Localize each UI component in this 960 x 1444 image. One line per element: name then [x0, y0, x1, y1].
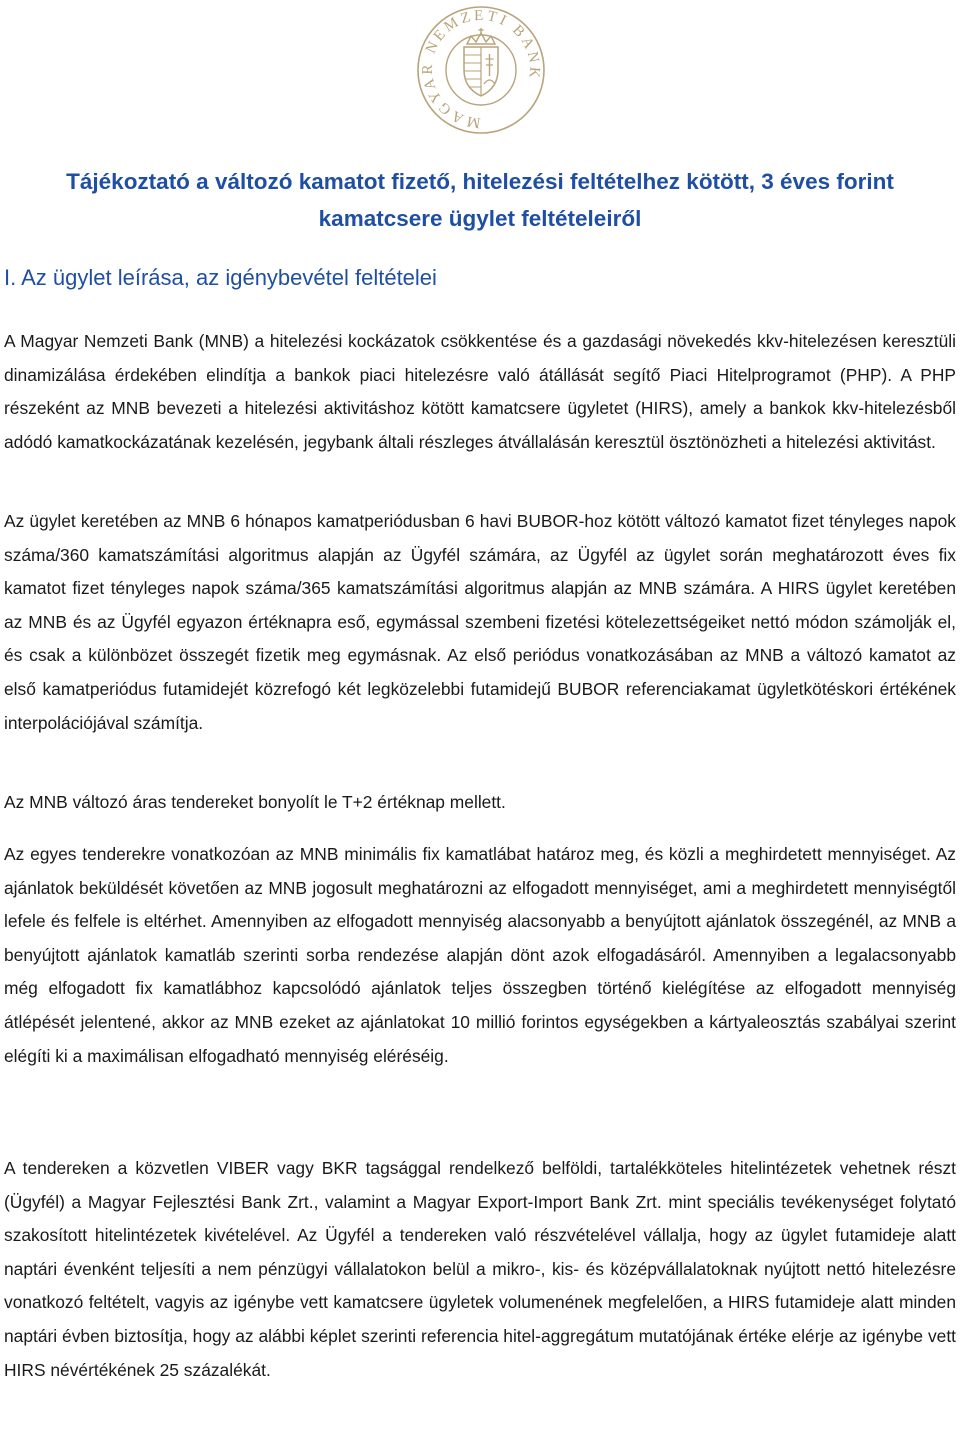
- paragraph: Az ügylet keretében az MNB 6 hónapos kamatperiódusban 6 havi BUBOR-hoz kötött változó kamatot fizet tényleges napok száma/360 kamatszámítási algoritmus alapján az Ügyfél számára, az Ügyfél az ügylet során meghatározott éves fix kamatot fizet tényleges napok száma/365 kamatszámítási algoritmus alapján az MNB számára. A HIRS ügylet keretében az MNB és az Ügyfél egyazon értéknapra eső, egymással szembeni fizetési kötelezettségeiket nettó módon számolják el, és csak a különbözet összegét fizetik meg egymásnak. Az első periódus vonatkozásában az MNB a változó kamatot az első kamatperiódus futamidejét közrefogó két legközelebbi futamidejű BUBOR referenciakamat ügyletkötéskori értékének interpolációjával számítja.: [4, 511, 956, 733]
- paragraph: A tendereken a közvetlen VIBER vagy BKR tagsággal rendelkező belföldi, tartalékköteles hitelintézetek vehetnek részt (Ügyfél) a Magyar Fejlesztési Bank Zrt., valamint a Magyar Export-Import Bank Zrt. mint speciális tevékenységet folytató szakosított hitelintézetek kivételével. Az Ügyfél a tendereken való részvételével vállalja, hogy az ügylet futamideje alatt naptári évenként teljesíti a nem pénzügyi vállalatokon belül a mikro-, kis- és középvállalatoknak nyújtott nettó hitelezésre vonatkozó feltételt, vagyis az igénybe vett kamatcsere ügyletek volumenének megfelelően, a HIRS futamideje alatt minden naptári évben biztosítja, hogy az alábbi képlet szerinti referencia hitel-aggregátum mutatójának értéke elérje az igénybe vett HIRS névértékének 25 százalékát.: [4, 1158, 956, 1380]
- paragraph: Az MNB változó áras tendereket bonyolít le T+2 értéknap mellett.: [4, 792, 506, 812]
- paragraph: Az egyes tenderekre vonatkozóan az MNB minimális fix kamatlábat határoz meg, és közli a meghirdetett mennyiséget. Az ajánlatok beküldését követően az MNB jogosult meghatározni az elfogadott mennyiséget, ami a meghirdetett mennyiségtől lefele és felfele is eltérhet. Amennyiben az elfogadott mennyiség alacsonyabb a benyújtott ajánlatok összegénél, az MNB a benyújtott ajánlatok kamatláb szerinti sorba rendezése alapján dönt azok elfogadásáról. Amennyiben a legalacsonyabb még elfogadott fix kamatlábhoz kapcsolódó ajánlatok teljes összegben történő kielégítése az elfogadott mennyiség átlépését jelentené, akkor az MNB ezeket az ajánlatokat 10 millió forintos egységekben a kártyaleosztás szabályai szerint elégíti ki a maximálisan elfogadható mennyiség eléréséig.: [4, 844, 956, 1066]
- section-heading: I. Az ügylet leírása, az igénybevétel feltételei: [4, 265, 437, 290]
- mnb-seal-logo: [401, 0, 561, 136]
- paragraph: A Magyar Nemzeti Bank (MNB) a hitelezési kockázatok csökkentése és a gazdasági növekedés kkv-hitelezésen keresztüli dinamizálása érdekében elindítja a bankok piaci hitelezésre való átállását segítő Piaci Hitelprogramot (PHP). A PHP részeként az MNB bevezeti a hitelezési aktivitáshoz kötött kamatcsere ügyletet (HIRS), amely a bankok kkv-hitelezésből adódó kamatkockázatának kezelésén, jegybank általi részleges átvállalásán keresztül ösztönözheti a hitelezési aktivitást.: [4, 331, 956, 452]
- document-title: Tájékoztató a változó kamatot fizető, hitelezési feltételhez kötött, 3 éves forint kamatcsere ügylet feltételeiről: [66, 169, 894, 231]
- mnb-seal-icon: [401, 0, 561, 136]
- seal-text-path: MAGYAR NEMZETI BANK: [419, 7, 543, 131]
